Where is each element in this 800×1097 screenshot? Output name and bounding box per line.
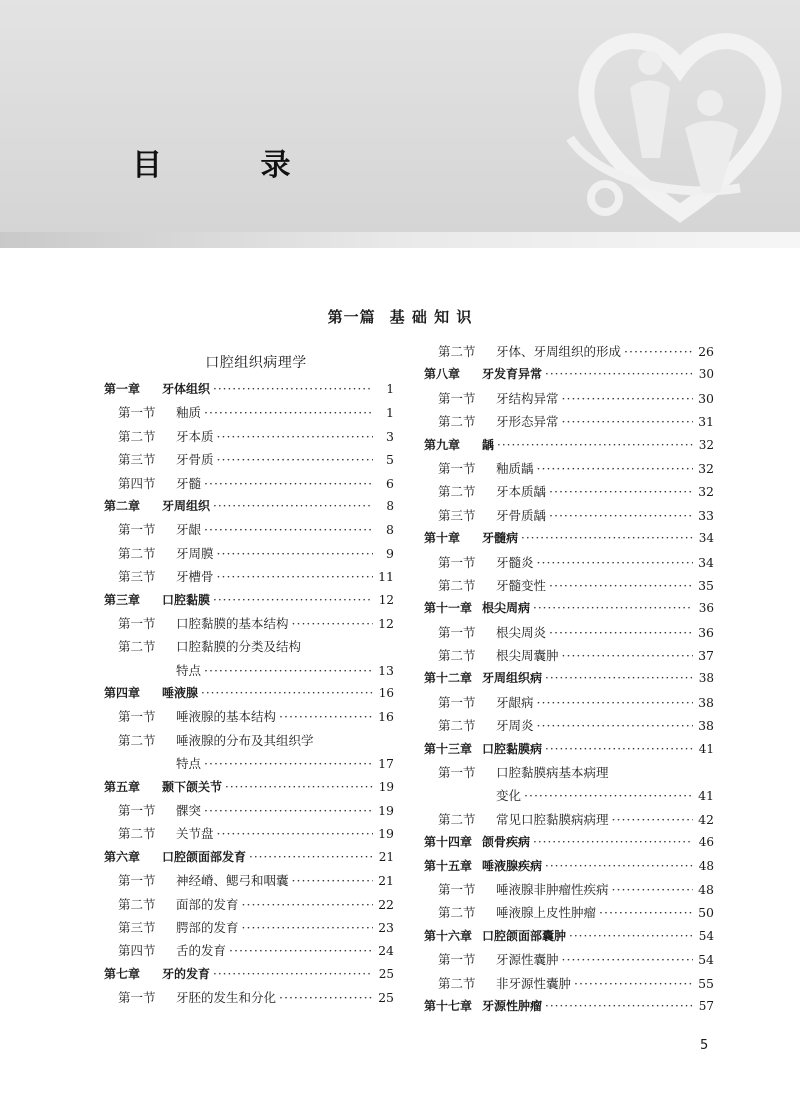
dot-leader bbox=[537, 457, 693, 480]
toc-entry-page: 36 bbox=[698, 624, 714, 640]
toc-entry-title: 颌骨疾病 bbox=[482, 835, 531, 850]
toc-entry-number: 第二节 bbox=[438, 811, 476, 827]
toc-entry-title: 舌的发育 bbox=[176, 943, 227, 959]
dot-leader bbox=[545, 995, 693, 1018]
toc-entry-title: 牙槽骨 bbox=[176, 569, 214, 585]
toc-entry-number: 第七章 bbox=[104, 966, 141, 981]
toc-entry-title: 神经嵴、鳃弓和咽囊 bbox=[176, 873, 289, 889]
toc-entry-section bbox=[104, 893, 394, 916]
toc-entry-title: 口腔黏膜病基本病理 bbox=[496, 765, 609, 781]
toc-entry-title: 面部的发育 bbox=[176, 896, 239, 912]
dot-leader bbox=[569, 925, 693, 948]
toc-entry-page: 21 bbox=[378, 849, 394, 864]
toc-entry-number: 第三章 bbox=[104, 592, 141, 607]
toc-entry-section bbox=[424, 972, 714, 995]
toc-entry-chapter bbox=[104, 682, 394, 705]
toc-entry-title: 根尖周囊肿 bbox=[496, 648, 559, 664]
toc-entry-number: 第十六章 bbox=[424, 928, 473, 943]
toc-entry-number: 第四节 bbox=[118, 475, 156, 491]
toc-entry-number: 第二章 bbox=[104, 498, 141, 513]
toc-entry-number: 第二节 bbox=[438, 484, 476, 500]
toc-entry-title: 口腔黏膜的基本结构 bbox=[176, 615, 289, 631]
dot-leader bbox=[562, 410, 693, 433]
toc-entry-number: 第四节 bbox=[118, 943, 156, 959]
toc-entry-number: 第二节 bbox=[438, 975, 476, 991]
part-name: 基 础 知 识 bbox=[389, 308, 473, 326]
toc-entry-page: 38 bbox=[698, 718, 714, 734]
toc-entry-chapter bbox=[424, 597, 714, 620]
toc-entry-number: 第一节 bbox=[118, 873, 156, 889]
dot-leader bbox=[624, 340, 693, 363]
toc-entry-page: 11 bbox=[378, 569, 394, 585]
toc-entry-number: 第二节 bbox=[118, 545, 156, 561]
toc-entry-title: 釉质 bbox=[176, 405, 202, 421]
toc-entry-title: 颞下颌关节 bbox=[162, 779, 223, 794]
toc-entry-cont bbox=[104, 752, 394, 775]
toc-entry-chapter bbox=[424, 855, 714, 878]
toc-entry-number: 第一节 bbox=[438, 554, 476, 570]
toc-entry-section bbox=[424, 410, 714, 433]
toc-entry-page: 25 bbox=[378, 990, 394, 1006]
toc-entry-chapter bbox=[424, 667, 714, 690]
toc-entry-page: 32 bbox=[698, 484, 714, 500]
toc-entry-section bbox=[424, 948, 714, 971]
dot-leader bbox=[213, 963, 373, 986]
header-stripe bbox=[0, 232, 800, 248]
toc-entry-title: 根尖周炎 bbox=[496, 624, 547, 640]
toc-entry-number: 第二节 bbox=[118, 639, 156, 655]
toc-entry-number: 第十一章 bbox=[424, 601, 473, 616]
toc-entry-section bbox=[104, 705, 394, 728]
toc-entry-page: 30 bbox=[698, 390, 714, 406]
toc-entry-section bbox=[104, 612, 394, 635]
toc-entry-number: 第十五章 bbox=[424, 858, 473, 873]
header-banner bbox=[0, 0, 800, 248]
dot-leader bbox=[537, 551, 693, 574]
toc-entry-chapter bbox=[424, 434, 714, 457]
toc-entry-title: 特点 bbox=[176, 756, 202, 772]
part-label: 第一篇 bbox=[327, 308, 376, 326]
toc-entry-page: 37 bbox=[698, 648, 714, 664]
toc-entry-section bbox=[104, 822, 394, 845]
toc-entry-number: 第二节 bbox=[438, 344, 476, 359]
toc-entry-title: 釉质龋 bbox=[496, 460, 534, 476]
toc-entry-title: 牙本质龋 bbox=[496, 484, 547, 500]
toc-entry-title: 唾液腺非肿瘤性疾病 bbox=[496, 881, 609, 897]
toc-entry-section bbox=[424, 340, 714, 363]
toc-entry-number: 第一节 bbox=[118, 615, 156, 631]
dot-leader bbox=[562, 387, 693, 410]
toc-entry-number: 第一章 bbox=[104, 382, 141, 396]
dot-leader bbox=[204, 518, 373, 541]
toc-entry-section bbox=[424, 644, 714, 667]
dot-leader bbox=[204, 472, 373, 495]
toc-entry-number: 第二节 bbox=[438, 577, 476, 593]
toc-entry-chapter bbox=[104, 589, 394, 612]
toc-entry-section bbox=[104, 869, 394, 892]
toc-entry-section bbox=[424, 621, 714, 644]
part-title bbox=[0, 306, 800, 327]
toc-entry-number: 第十二章 bbox=[424, 671, 473, 686]
dot-leader bbox=[213, 495, 373, 518]
toc-entry-title: 唾液腺的分布及其组织学 bbox=[176, 732, 314, 748]
dot-leader bbox=[537, 691, 693, 714]
toc-entry-section bbox=[424, 457, 714, 480]
dot-leader bbox=[292, 612, 373, 635]
toc-entry-page: 1 bbox=[386, 382, 394, 396]
toc-entry-title: 牙源性肿瘤 bbox=[482, 998, 543, 1013]
toc-entry-section bbox=[424, 551, 714, 574]
dot-leader bbox=[549, 574, 693, 597]
toc-entry-title: 牙本质 bbox=[176, 428, 214, 444]
toc-entry-chapter bbox=[424, 925, 714, 948]
toc-entry-page: 9 bbox=[386, 545, 394, 561]
toc-entry-section bbox=[424, 504, 714, 527]
toc-entry-page: 41 bbox=[698, 741, 714, 756]
toc-entry-number: 第二节 bbox=[438, 414, 476, 430]
toc-entry-section bbox=[424, 901, 714, 924]
toc-entry-number: 第十四章 bbox=[424, 835, 473, 850]
toc-entry-section bbox=[424, 480, 714, 503]
dot-leader bbox=[562, 644, 693, 667]
toc-entry-page: 22 bbox=[378, 896, 394, 912]
toc-entry-number: 第一节 bbox=[118, 405, 156, 421]
dot-leader bbox=[521, 527, 693, 550]
toc-entry-chapter bbox=[104, 776, 394, 799]
toc-entry-page: 46 bbox=[698, 835, 714, 850]
toc-entry-title: 牙周组织病 bbox=[482, 671, 543, 686]
dot-leader bbox=[217, 425, 373, 448]
dot-leader bbox=[249, 846, 373, 869]
toc-entry-number: 第二节 bbox=[438, 905, 476, 921]
toc-entry-page: 24 bbox=[378, 943, 394, 959]
toc-entry-page: 35 bbox=[698, 577, 714, 593]
toc-entry-page: 34 bbox=[698, 554, 714, 570]
dot-leader bbox=[213, 378, 373, 401]
toc-entry-number: 第十章 bbox=[424, 531, 461, 546]
dot-leader bbox=[497, 434, 693, 457]
dot-leader bbox=[217, 822, 373, 845]
toc-entry-title: 唾液腺的基本结构 bbox=[176, 709, 277, 725]
toc-entry-chapter bbox=[104, 378, 394, 401]
toc-entry-number: 第一节 bbox=[438, 881, 476, 897]
toc-entry-page: 38 bbox=[698, 671, 714, 686]
toc-entry-section bbox=[104, 518, 394, 541]
toc-entry-title: 非牙源性囊肿 bbox=[496, 975, 572, 991]
toc-entry-cont bbox=[104, 659, 394, 682]
dot-leader bbox=[217, 448, 373, 471]
toc-entry-title: 唾液腺 bbox=[162, 686, 199, 701]
dot-leader bbox=[574, 972, 693, 995]
toc-entry-number: 第一节 bbox=[438, 765, 476, 781]
dot-leader bbox=[612, 878, 693, 901]
toc-entry-title: 变化 bbox=[496, 788, 522, 804]
toc-entry-title: 髁突 bbox=[176, 803, 202, 819]
dot-leader bbox=[612, 808, 693, 831]
toc-entry-page: 31 bbox=[698, 414, 714, 430]
toc-right-column bbox=[424, 340, 714, 1018]
toc-entry-page: 8 bbox=[386, 522, 394, 538]
toc-entry-title: 口腔黏膜 bbox=[162, 592, 211, 607]
toc-entry-section bbox=[424, 387, 714, 410]
toc-entry-page: 25 bbox=[378, 966, 394, 981]
toc-entry-number: 第一节 bbox=[118, 709, 156, 725]
toc-entry-page: 33 bbox=[698, 507, 714, 523]
toc-entry-number: 第三节 bbox=[118, 452, 156, 468]
dot-leader bbox=[279, 986, 373, 1009]
toc-left-column bbox=[104, 348, 394, 1010]
toc-entry-number: 第十七章 bbox=[424, 998, 473, 1013]
dot-leader bbox=[204, 799, 373, 822]
toc-entry-page: 36 bbox=[698, 601, 714, 616]
dot-leader bbox=[279, 705, 373, 728]
toc-entry-page: 57 bbox=[698, 998, 714, 1013]
dot-leader bbox=[204, 752, 373, 775]
toc-entry-title: 牙胚的发生和分化 bbox=[176, 990, 277, 1006]
toc-right-list bbox=[424, 340, 714, 1018]
toc-entry-page: 3 bbox=[386, 428, 394, 444]
dot-leader bbox=[533, 831, 693, 854]
toc-entry-page: 23 bbox=[378, 919, 394, 935]
toc-entry-number: 第二节 bbox=[438, 648, 476, 664]
toc-entry-number: 第八章 bbox=[424, 367, 461, 382]
toc-entry-page: 12 bbox=[378, 592, 394, 607]
toc-entry-number: 第一节 bbox=[438, 460, 476, 476]
toc-entry-number: 第三节 bbox=[118, 569, 156, 585]
toc-entry-number: 第一节 bbox=[438, 390, 476, 406]
toc-entry-section bbox=[104, 565, 394, 588]
toc-entry-section bbox=[104, 916, 394, 939]
toc-entry-page: 1 bbox=[386, 405, 394, 421]
toc-entry-title: 牙骨质 bbox=[176, 452, 214, 468]
dot-leader bbox=[225, 776, 373, 799]
toc-entry-section bbox=[104, 729, 394, 752]
toc-entry-title: 腭部的发育 bbox=[176, 919, 239, 935]
toc-entry-page: 8 bbox=[386, 498, 394, 513]
toc-entry-title: 口腔黏膜的分类及结构 bbox=[176, 639, 302, 655]
dot-leader bbox=[242, 916, 373, 939]
dot-leader bbox=[549, 504, 693, 527]
toc-entry-number: 第三节 bbox=[118, 919, 156, 935]
toc-entry-chapter bbox=[424, 831, 714, 854]
toc-entry-page: 21 bbox=[378, 873, 394, 889]
dot-leader bbox=[204, 401, 373, 424]
toc-entry-title: 根尖周病 bbox=[482, 601, 531, 616]
toc-entry-title: 牙龈 bbox=[176, 522, 202, 538]
toc-entry-section bbox=[104, 939, 394, 962]
toc-entry-page: 5 bbox=[386, 452, 394, 468]
toc-entry-number: 第一节 bbox=[438, 624, 476, 640]
toc-entry-section bbox=[104, 542, 394, 565]
toc-entry-number: 第三节 bbox=[438, 507, 476, 523]
dot-leader bbox=[201, 682, 373, 705]
dot-leader bbox=[524, 784, 693, 807]
toc-entry-title: 牙髓变性 bbox=[496, 577, 547, 593]
dot-leader bbox=[562, 948, 693, 971]
toc-entry-page: 19 bbox=[378, 779, 394, 794]
toc-entry-chapter bbox=[104, 846, 394, 869]
toc-entry-title: 牙髓 bbox=[176, 475, 202, 491]
toc-entry-title: 唾液腺上皮性肿瘤 bbox=[496, 905, 597, 921]
toc-entry-number: 第二节 bbox=[118, 732, 156, 748]
dot-leader bbox=[213, 589, 373, 612]
toc-entry-section bbox=[104, 799, 394, 822]
toc-entry-page: 32 bbox=[698, 437, 714, 452]
toc-entry-chapter bbox=[424, 738, 714, 761]
toc-entry-page: 42 bbox=[698, 811, 714, 827]
toc-entry-page: 54 bbox=[698, 928, 714, 943]
toc-entry-page: 26 bbox=[698, 344, 714, 359]
toc-entry-title: 牙髓炎 bbox=[496, 554, 534, 570]
toc-entry-number: 第五章 bbox=[104, 779, 141, 794]
dot-leader bbox=[217, 565, 373, 588]
stethoscope-heart-icon bbox=[560, 8, 800, 224]
toc-entry-title: 牙发育异常 bbox=[482, 367, 543, 382]
toc-entry-page: 55 bbox=[698, 975, 714, 991]
dot-leader bbox=[545, 667, 693, 690]
page-title: 目 录 bbox=[132, 148, 335, 183]
toc-entry-section bbox=[104, 635, 394, 658]
dot-leader bbox=[242, 893, 373, 916]
book-title: 口腔组织病理学 bbox=[205, 355, 307, 371]
toc-entry-page: 50 bbox=[698, 905, 714, 921]
dot-leader bbox=[599, 901, 693, 924]
toc-entry-number: 第二节 bbox=[118, 428, 156, 444]
toc-entry-page: 32 bbox=[698, 460, 714, 476]
toc-entry-number: 第九章 bbox=[424, 437, 461, 452]
toc-entry-chapter bbox=[104, 963, 394, 986]
toc-entry-title: 龋 bbox=[482, 437, 495, 452]
toc-entry-page: 48 bbox=[698, 881, 714, 897]
toc-entry-section bbox=[424, 714, 714, 737]
toc-entry-cont bbox=[424, 784, 714, 807]
toc-entry-page: 17 bbox=[378, 756, 394, 772]
toc-entry-title: 唾液腺疾病 bbox=[482, 858, 543, 873]
toc-entry-page: 41 bbox=[698, 788, 714, 804]
toc-entry-number: 第一节 bbox=[438, 694, 476, 710]
toc-entry-title: 关节盘 bbox=[176, 826, 214, 842]
toc-entry-title: 牙体、牙周组织的形成 bbox=[496, 344, 622, 359]
toc-entry-title: 牙龈病 bbox=[496, 694, 534, 710]
toc-entry-chapter bbox=[424, 527, 714, 550]
toc-entry-title: 口腔颌面部囊肿 bbox=[482, 928, 567, 943]
toc-entry-page: 16 bbox=[378, 709, 394, 725]
dot-leader bbox=[533, 597, 693, 620]
toc-entry-section bbox=[424, 574, 714, 597]
toc-entry-page: 19 bbox=[378, 803, 394, 819]
toc-entry-page: 6 bbox=[386, 475, 394, 491]
dot-leader bbox=[545, 738, 693, 761]
toc-entry-chapter bbox=[104, 495, 394, 518]
toc-entry-title: 牙体组织 bbox=[162, 382, 211, 396]
dot-leader bbox=[292, 869, 373, 892]
toc-entry-title: 常见口腔黏膜病病理 bbox=[496, 811, 609, 827]
toc-entry-chapter bbox=[424, 995, 714, 1018]
toc-entry-page: 13 bbox=[378, 662, 394, 678]
toc-entry-page: 54 bbox=[698, 952, 714, 968]
toc-entry-number: 第二节 bbox=[118, 826, 156, 842]
toc-entry-title: 牙骨质龋 bbox=[496, 507, 547, 523]
toc-entry-number: 第十三章 bbox=[424, 741, 473, 756]
toc-entry-chapter bbox=[424, 363, 714, 386]
dot-leader bbox=[545, 855, 693, 878]
toc-entry-number: 第二节 bbox=[438, 718, 476, 734]
dot-leader bbox=[217, 542, 373, 565]
toc-entry-section bbox=[104, 986, 394, 1009]
dot-leader bbox=[549, 480, 693, 503]
toc-entry-number: 第一节 bbox=[118, 522, 156, 538]
dot-leader bbox=[549, 621, 693, 644]
toc-entry-page: 19 bbox=[378, 826, 394, 842]
toc-entry-title: 牙髓病 bbox=[482, 531, 519, 546]
toc-entry-page: 30 bbox=[698, 367, 714, 382]
toc-entry-title: 特点 bbox=[176, 662, 202, 678]
page-number: 5 bbox=[700, 1038, 709, 1053]
toc-entry-number: 第一节 bbox=[118, 990, 156, 1006]
toc-entry-section bbox=[424, 761, 714, 784]
toc-entry-title: 口腔黏膜病 bbox=[482, 741, 543, 756]
toc-entry-title: 牙源性囊肿 bbox=[496, 952, 559, 968]
toc-entry-number: 第六章 bbox=[104, 849, 141, 864]
dot-leader bbox=[545, 363, 693, 386]
toc-entry-page: 16 bbox=[378, 686, 394, 701]
dot-leader bbox=[229, 939, 373, 962]
toc-left-list bbox=[104, 378, 394, 1010]
toc-entry-section bbox=[424, 878, 714, 901]
toc-entry-page: 12 bbox=[378, 615, 394, 631]
toc-entry-title: 牙形态异常 bbox=[496, 414, 559, 430]
toc-entry-number: 第二节 bbox=[118, 896, 156, 912]
toc-entry-section bbox=[104, 448, 394, 471]
toc-entry-section bbox=[104, 401, 394, 424]
toc-entry-section bbox=[104, 425, 394, 448]
toc-entry-title: 口腔颌面部发育 bbox=[162, 849, 247, 864]
toc-entry-section bbox=[424, 691, 714, 714]
toc-entry-number: 第一节 bbox=[118, 803, 156, 819]
dot-leader bbox=[204, 659, 373, 682]
toc-entry-title: 牙周组织 bbox=[162, 498, 211, 513]
toc-entry-title: 牙结构异常 bbox=[496, 390, 559, 406]
toc-entry-page: 34 bbox=[698, 531, 714, 546]
toc-entry-page: 48 bbox=[698, 858, 714, 873]
toc-entry-title: 牙周炎 bbox=[496, 718, 534, 734]
toc-entry-section bbox=[104, 472, 394, 495]
toc-entry-page: 38 bbox=[698, 694, 714, 710]
toc-entry-number: 第四章 bbox=[104, 686, 141, 701]
toc-entry-title: 牙的发育 bbox=[162, 966, 211, 981]
toc-entry-title: 牙周膜 bbox=[176, 545, 214, 561]
toc-entry-section bbox=[424, 808, 714, 831]
dot-leader bbox=[537, 714, 693, 737]
toc-entry-number: 第一节 bbox=[438, 952, 476, 968]
